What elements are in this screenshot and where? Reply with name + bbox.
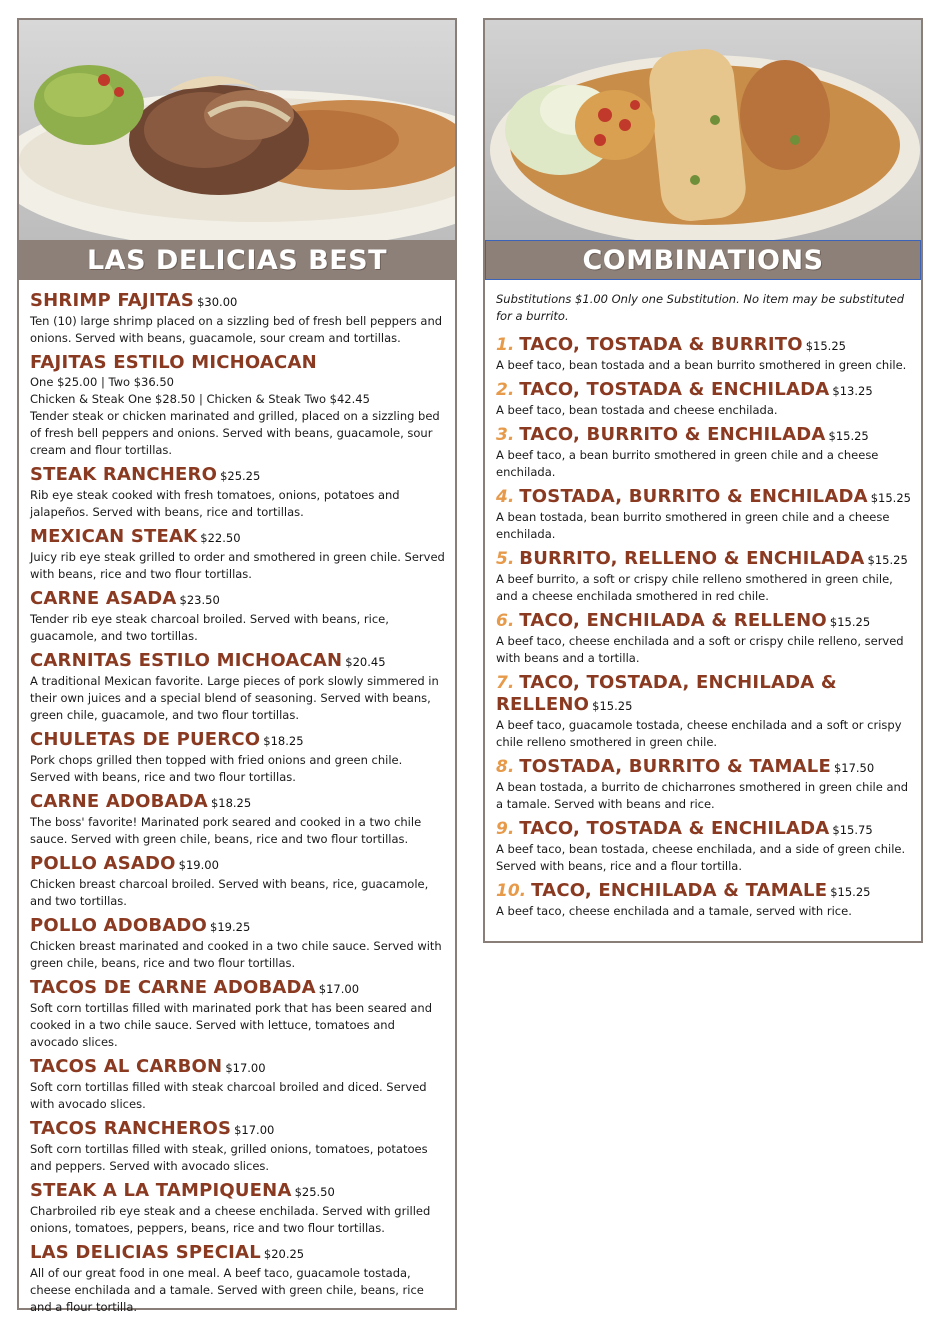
- combination-price: $15.25: [829, 615, 871, 629]
- menu-item-name: CARNE ADOBADA: [30, 791, 208, 812]
- combination-description: A bean tostada, a burrito de chicharrones smothered in green chile and a tamale. Served with beans and rice.: [496, 780, 909, 811]
- menu-item: [30, 1056, 445, 1113]
- menu-item: [30, 588, 445, 645]
- combination-item: [496, 610, 911, 667]
- menu-item-title-line: [30, 791, 445, 814]
- combination-title-line: [496, 880, 911, 903]
- combination-item: [496, 486, 911, 543]
- menu-item: [30, 1180, 445, 1237]
- menu-item-price-options: Chicken & Steak One $28.50 | Chicken & Steak Two $42.45: [30, 392, 370, 406]
- las-delicias-best-panel: [17, 18, 457, 1314]
- menu-item-price: $20.25: [263, 1247, 305, 1261]
- combination-name: TACO, TOSTADA & BURRITO: [519, 334, 803, 355]
- menu-item: [30, 1118, 445, 1175]
- combination-name: TACO, TOSTADA, ENCHILADA & RELLENO: [496, 672, 837, 715]
- menu-item-title-line: [30, 1056, 445, 1079]
- menu-item-price: $30.00: [197, 295, 238, 309]
- combination-number: 3.: [496, 425, 515, 445]
- combination-price: $15.25: [870, 491, 911, 505]
- menu-item-title-line: [30, 588, 445, 611]
- combination-name: TACO, ENCHILADA & RELLENO: [519, 610, 827, 631]
- combination-title-line: [496, 610, 911, 633]
- menu-item-description: Soft corn tortillas filled with steak charcoal broiled and diced. Served with avocado slices.: [30, 1080, 427, 1111]
- las-delicias-best-list: [30, 290, 445, 1321]
- menu-item: [30, 464, 445, 521]
- combination-number: 7.: [496, 673, 515, 693]
- combinations-list: [496, 291, 911, 925]
- menu-item-name: STEAK RANCHERO: [30, 464, 218, 485]
- combination-description: A bean tostada, bean burrito smothered in green chile and a cheese enchilada.: [496, 510, 890, 541]
- menu-item-price: $19.00: [178, 858, 219, 872]
- menu-item-description: Ten (10) large shrimp placed on a sizzling bed of fresh bell peppers and onions. Served with beans, guacamole, sour cream and tortillas.: [30, 314, 443, 345]
- menu-item-price: $19.25: [210, 920, 251, 934]
- combination-number: 10.: [496, 881, 527, 901]
- menu-item-name: SHRIMP FAJITAS: [30, 290, 195, 311]
- menu-item-price-options: One $25.00 | Two $36.50: [30, 375, 174, 389]
- combination-item: [496, 672, 911, 751]
- menu-item-name: CARNE ASADA: [30, 588, 177, 609]
- menu-item: [30, 526, 445, 583]
- combination-item: [496, 334, 911, 374]
- combination-price: $17.50: [833, 761, 875, 775]
- menu-item-price: $18.25: [210, 796, 252, 810]
- steak-plate-image: [19, 20, 455, 240]
- combination-title-line: [496, 818, 911, 841]
- combination-title-line: [496, 756, 911, 779]
- menu-item: [30, 977, 445, 1051]
- menu-item-description: Pork chops grilled then topped with fried onions and green chile. Served with beans, rice and two flour tortillas.: [30, 753, 403, 784]
- menu-item-price: $18.25: [263, 734, 304, 748]
- menu-item-description: All of our great food in one meal. A beef taco, guacamole tostada, cheese enchilada and a tamale. Served with green chile, beans, rice and a flour tortilla.: [30, 1266, 424, 1314]
- steak-plate-photo: [19, 20, 455, 240]
- menu-item: [30, 1242, 445, 1316]
- combination-plate-photo: [485, 20, 921, 240]
- menu-item-price: $25.25: [220, 469, 261, 483]
- substitution-note: Substitutions $1.00 Only one Substitution. No item may be substituted for a burrito.: [496, 292, 905, 323]
- menu-item-description: Chicken breast charcoal broiled. Served with beans, rice, guacamole, and two tortillas.: [30, 877, 429, 908]
- menu-item-price: $23.50: [179, 593, 220, 607]
- menu-item-description: Juicy rib eye steak grilled to order and smothered in green chile. Served with beans, rice and two flour tortillas.: [30, 550, 445, 581]
- las-delicias-best-header: LAS DELICIAS BEST: [19, 240, 455, 280]
- combination-name: TOSTADA, BURRITO & ENCHILADA: [519, 486, 868, 507]
- combination-title-line: [496, 548, 911, 571]
- combination-title-line: [496, 334, 911, 357]
- combination-title-line: [496, 486, 911, 509]
- menu-item-description: Chicken breast marinated and cooked in a two chile sauce. Served with green chile, beans, rice and two flour tortillas.: [30, 939, 442, 970]
- combination-description: A beef burrito, a soft or crispy chile relleno smothered in green chile, and a cheese enchilada smothered in red chile.: [496, 572, 893, 603]
- combination-title-line: [496, 672, 911, 717]
- combination-price: $15.25: [805, 339, 846, 353]
- menu-item-title-line: [30, 290, 445, 313]
- combination-name: TACO, TOSTADA & ENCHILADA: [519, 818, 830, 839]
- combination-price: $15.25: [867, 553, 908, 567]
- menu-item-title-line: [30, 915, 445, 938]
- combination-price: $13.25: [832, 384, 873, 398]
- menu-item-name: LAS DELICIAS SPECIAL: [30, 1242, 261, 1263]
- menu-item-name: TACOS DE CARNE ADOBADA: [30, 977, 316, 998]
- combination-number: 5.: [496, 549, 515, 569]
- menu-item-title-line: [30, 1118, 445, 1141]
- menu-item-price: $17.00: [318, 982, 360, 996]
- combination-name: TACO, TOSTADA & ENCHILADA: [519, 379, 830, 400]
- menu-item-title-line: [30, 464, 445, 487]
- menu-item: [30, 853, 445, 910]
- combination-item: [496, 379, 911, 419]
- menu-item-name: FAJITAS ESTILO MICHOACAN: [30, 352, 317, 373]
- combination-description: A beef taco, cheese enchilada and a soft or crispy chile relleno, served with beans and a tortilla.: [496, 634, 904, 665]
- menu-item-description: Soft corn tortillas filled with marinated pork that has been seared and cooked in a two chile sauce. Served with lettuce, tomatoes and avocado slices.: [30, 1001, 433, 1049]
- menu-item-description: A traditional Mexican favorite. Large pieces of pork slowly simmered in their own juices and a special blend of seasoning. Served with beans, green chile, guacamole, and two flour tortillas.: [30, 674, 439, 722]
- menu-item-description: Charbroiled rib eye steak and a cheese enchilada. Served with grilled onions, tomatoes, peppers, beans, rice and two flour tortillas.: [30, 1204, 431, 1235]
- combination-name: TOSTADA, BURRITO & TAMALE: [519, 756, 831, 777]
- combination-title-line: [496, 424, 911, 447]
- menu-item-title-line: [30, 977, 445, 1000]
- menu-item-description: Soft corn tortillas filled with steak, grilled onions, tomatoes, potatoes and peppers. Served with avocado slices.: [30, 1142, 428, 1173]
- menu-item: [30, 729, 445, 786]
- combinations-panel: [483, 18, 923, 943]
- combination-plate-image: [485, 20, 921, 240]
- menu-item-price: $22.50: [200, 531, 241, 545]
- menu-item-price: $25.50: [294, 1185, 335, 1199]
- menu-item-price: $17.00: [225, 1061, 266, 1075]
- combination-description: A beef taco, cheese enchilada and a tamale, served with rice.: [496, 904, 852, 918]
- menu-item-title-line: [30, 853, 445, 876]
- menu-item: [30, 352, 445, 459]
- combination-number: 8.: [496, 757, 515, 777]
- combination-number: 2.: [496, 380, 515, 400]
- menu-item-name: TACOS AL CARBON: [30, 1056, 223, 1077]
- combination-description: A beef taco, bean tostada, cheese enchilada, and a side of green chile. Served with beans, rice and a flour tortilla.: [496, 842, 906, 873]
- menu-item-description: Tender steak or chicken marinated and grilled, placed on a sizzling bed of fresh bell peppers and onions. Served with beans, guacamole, sour cream and flour tortillas.: [30, 409, 440, 457]
- combination-item: [496, 424, 911, 481]
- menu-item-title-line: [30, 1242, 445, 1265]
- menu-item-name: TACOS RANCHEROS: [30, 1118, 232, 1139]
- combination-item: [496, 880, 911, 920]
- combination-title-line: [496, 379, 911, 402]
- menu-item-title-line: [30, 352, 445, 374]
- menu-item-name: CARNITAS ESTILO MICHOACAN: [30, 650, 343, 671]
- menu-item-title-line: [30, 1180, 445, 1203]
- menu-item: [30, 290, 445, 347]
- menu-item-title-line: [30, 729, 445, 752]
- combination-price: $15.25: [830, 885, 871, 899]
- menu-item-name: CHULETAS DE PUERCO: [30, 729, 261, 750]
- combination-number: 4.: [496, 487, 515, 507]
- combination-name: BURRITO, RELLENO & ENCHILADA: [519, 548, 865, 569]
- combination-name: TACO, BURRITO & ENCHILADA: [519, 424, 826, 445]
- combination-price: $15.75: [832, 823, 873, 837]
- combination-number: 6.: [496, 611, 515, 631]
- menu-item: [30, 915, 445, 972]
- menu-item-description: Rib eye steak cooked with fresh tomatoes, onions, potatoes and jalapeños. Served with beans, rice and tortillas.: [30, 488, 400, 519]
- menu-item-price: $20.45: [345, 655, 386, 669]
- combination-price: $15.25: [592, 699, 633, 713]
- combination-description: A beef taco, a bean burrito smothered in green chile and a cheese enchilada.: [496, 448, 879, 479]
- combination-description: A beef taco, bean tostada and cheese enchilada.: [496, 403, 778, 417]
- menu-item-description: The boss' favorite! Marinated pork seared and cooked in a two chile sauce. Served with green chile, beans, rice and two flour tortillas.: [30, 815, 422, 846]
- menu-item-name: STEAK A LA TAMPIQUENA: [30, 1180, 292, 1201]
- combination-number: 9.: [496, 819, 515, 839]
- menu-item: [30, 650, 445, 724]
- combination-name: TACO, ENCHILADA & TAMALE: [531, 880, 828, 901]
- menu-item-name: POLLO ADOBADO: [30, 915, 208, 936]
- combination-item: [496, 548, 911, 605]
- menu-item-title-line: [30, 526, 445, 549]
- menu-item: [30, 791, 445, 848]
- combination-description: A beef taco, bean tostada and a bean burrito smothered in green chile.: [496, 358, 907, 372]
- combination-number: 1.: [496, 335, 515, 355]
- combination-item: [496, 818, 911, 875]
- combinations-header: COMBINATIONS: [485, 240, 921, 280]
- combination-item: [496, 756, 911, 813]
- combination-price: $15.25: [828, 429, 869, 443]
- menu-item-title-line: [30, 650, 445, 673]
- menu-item-price: $17.00: [234, 1123, 275, 1137]
- menu-item-name: POLLO ASADO: [30, 853, 176, 874]
- combination-description: A beef taco, guacamole tostada, cheese enchilada and a soft or crispy chile relleno smothered in green chile.: [496, 718, 902, 749]
- menu-item-description: Tender rib eye steak charcoal broiled. Served with beans, rice, guacamole, and two tortillas.: [30, 612, 389, 643]
- menu-item-name: MEXICAN STEAK: [30, 526, 198, 547]
